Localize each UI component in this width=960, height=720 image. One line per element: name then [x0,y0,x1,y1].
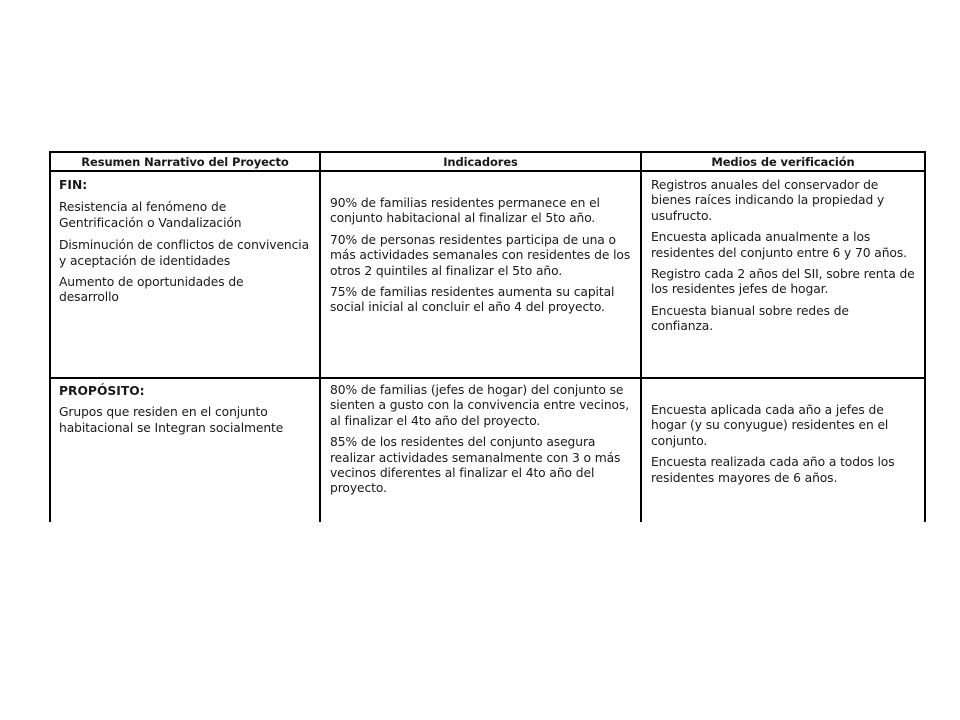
narrative-item: Resistencia al fenómeno de Gentrificación o Vandalización [59,200,242,230]
proposito-narrative-cell [59,384,314,436]
header-bottom-border [49,170,926,172]
header-verification: Medios de verificación [711,155,855,169]
proposito-indicators-cell [330,383,635,497]
section-label-proposito: PROPÓSITO: [59,384,145,398]
table-left-border [49,151,51,522]
narrative-item: Grupos que residen en el conjunto habitacional se Integran socialmente [59,405,284,435]
verification-item: Registros anuales del conservador de bienes raíces indicando la propiedad y usufructo. [651,178,885,223]
verification-item: Registro cada 2 años del SII, sobre renta de los residentes jefes de hogar. [651,267,915,297]
verification-item: Encuesta aplicada anualmente a los residentes del conjunto entre 6 y 70 años. [651,230,907,260]
header-narrative: Resumen Narrativo del Proyecto [81,155,289,169]
row-divider [49,377,926,379]
narrative-item: Aumento de oportunidades de desarrollo [59,275,244,305]
fin-indicators-cell [330,196,635,316]
narrative-item: Disminución de conflictos de convivencia y aceptación de identidades [59,238,310,268]
column-divider-1 [319,151,321,522]
table-right-border [924,151,926,522]
indicator-item: 70% de personas residentes participa de una o más actividades semanales con residentes de los otros 2 quintiles al finalizar el 5to año. [330,232,631,278]
indicator-item: 85% de los residentes del conjunto asegura realizar actividades semanalmente con 3 o más vecinos diferentes al finalizar el 4to año del proyecto. [330,435,621,496]
indicator-item: 80% de familias (jefes de hogar) del conjunto se sienten a gusto con la convivencia entre vecinos, al finalizar el 4to año del proyecto. [330,383,630,428]
verification-item: Encuesta aplicada cada año a jefes de hogar (y su conyugue) residentes en el conjunto. [651,403,889,448]
indicator-item: 90% de familias residentes permanece en el conjunto habitacional al finalizar el 5to año. [330,196,600,226]
verification-item: Encuesta bianual sobre redes de confianza. [651,303,849,334]
proposito-verification-cell [651,403,919,486]
indicator-item: 75% de familias residentes aumenta su capital social inicial al concluir el año 4 del proyecto. [330,285,615,315]
header-indicators: Indicadores [443,155,518,169]
fin-narrative-cell [59,178,314,306]
verification-item: Encuesta realizada cada año a todos los residentes mayores de 6 años. [651,455,895,485]
logframe-table [49,151,926,522]
column-divider-2 [640,151,642,522]
fin-verification-cell [651,178,919,335]
section-label-fin: FIN: [59,178,88,192]
